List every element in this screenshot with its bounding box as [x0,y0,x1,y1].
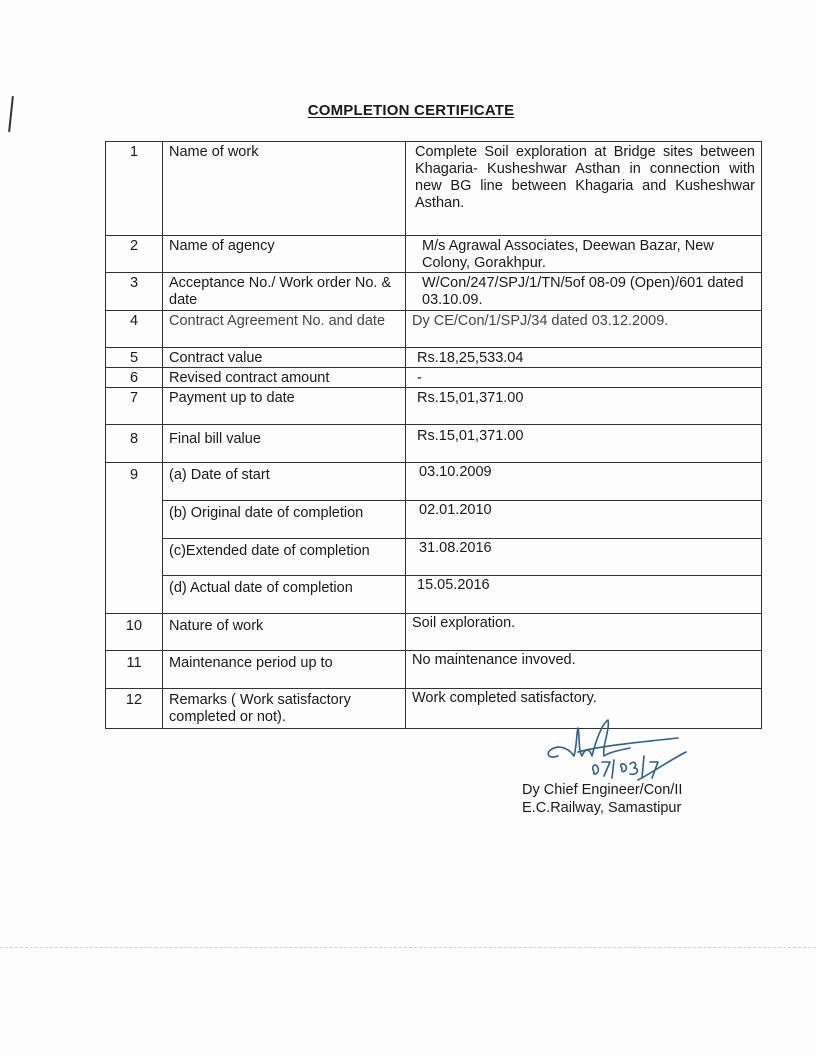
table-row [106,142,762,236]
row-label: Maintenance period up to [163,651,406,689]
row-label: Nature of work [163,614,406,651]
row-label: Name of agency [163,236,406,273]
row-label: (a) Date of start [163,463,406,501]
row-number: 2 [106,236,163,273]
row-value: - [406,368,762,388]
row-value: Rs.15,01,371.00 [406,425,762,463]
table-row [106,463,762,501]
row-value: Soil exploration. [406,614,762,651]
table-row [106,311,762,348]
table-row [106,576,762,614]
row-label: Name of work [163,142,406,236]
row-number: 5 [106,348,163,368]
scan-fold-line [0,947,816,949]
row-label: Payment up to date [163,388,406,425]
row-label: (b) Original date of completion [163,501,406,539]
row-label: Remarks ( Work satisfactory completed or not). [163,689,406,729]
row-value: 03.10.2009 [406,463,762,501]
row-value: M/s Agrawal Associates, Deewan Bazar, New Colony, Gorakhpur. [406,236,762,273]
table-row [106,501,762,539]
row-number: 10 [106,614,163,651]
row-value: W/Con/247/SPJ/1/TN/5of 08-09 (Open)/601 dated 03.10.09. [406,273,762,311]
row-value: 15.05.2016 [406,576,762,614]
signatory-block [522,781,682,817]
page-title-container [0,102,816,119]
row-label: Contract Agreement No. and date [163,311,406,348]
row-number: 9 [106,463,163,614]
signatory-office: E.C.Railway, Samastipur [522,800,682,816]
row-number: 3 [106,273,163,311]
table-row [106,348,762,368]
row-label: Final bill value [163,425,406,463]
table-row [106,539,762,576]
row-value: Rs.15,01,371.00 [406,388,762,425]
table-row [106,368,762,388]
row-value: 02.01.2010 [406,501,762,539]
row-number: 6 [106,368,163,388]
row-number: 7 [106,388,163,425]
row-value: Work completed satisfactory. [406,689,762,729]
row-label: Revised contract amount [163,368,406,388]
signatory-designation: Dy Chief Engineer/Con/II [522,782,683,798]
table-row [106,651,762,689]
table-row [106,614,762,651]
row-number: 1 [106,142,163,236]
certificate-table [105,141,762,729]
row-label: Contract value [163,348,406,368]
row-label: (c)Extended date of completion [163,539,406,576]
table-row [106,425,762,463]
row-number: 8 [106,425,163,463]
row-label: Acceptance No./ Work order No. & date [163,273,406,311]
row-value: Rs.18,25,533.04 [406,348,762,368]
row-number: 11 [106,651,163,689]
table-row [106,273,762,311]
row-value: Complete Soil exploration at Bridge sites between Khagaria- Kusheshwar Asthan in connection with new BG line between Khagaria and Kusheshwar Asthan. [406,142,762,236]
row-number: 4 [106,311,163,348]
row-label: (d) Actual date of completion [163,576,406,614]
row-value: 31.08.2016 [406,539,762,576]
row-number: 12 [106,689,163,729]
table-row [106,236,762,273]
table-row [106,388,762,425]
page-title: COMPLETION CERTIFICATE [307,102,515,119]
row-value: No maintenance invoved. [406,651,762,689]
handwritten-signature-icon [530,716,700,788]
row-value: Dy CE/Con/1/SPJ/34 dated 03.12.2009. [406,311,762,348]
